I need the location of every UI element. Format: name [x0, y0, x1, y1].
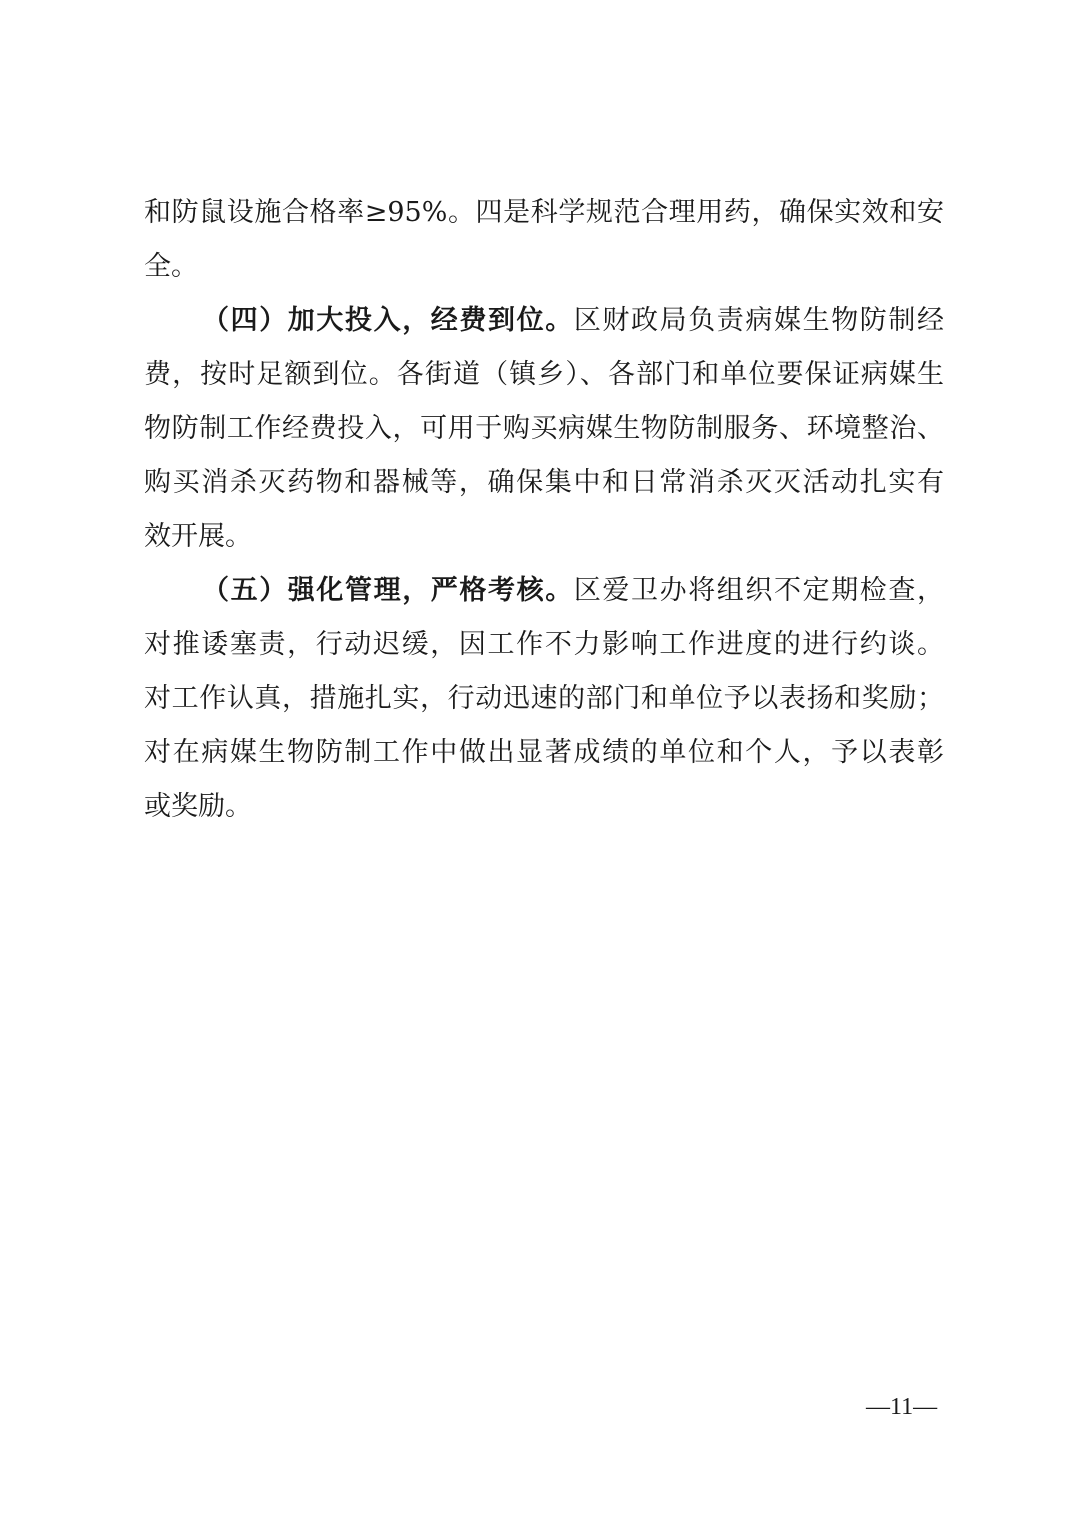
text-line	[144, 294, 944, 348]
text-line: 全。	[144, 251, 198, 282]
paragraph-management	[144, 564, 944, 834]
page-number: —11—	[866, 1394, 938, 1420]
text-line: 购买消杀灭药物和器械等，确保集中和日常消杀灭灭活动扎实有	[144, 467, 944, 498]
body-text	[144, 186, 944, 834]
text-line	[144, 564, 944, 618]
text-line: 和防鼠设施合格率≥95%。四是科学规范合理用药，确保实效和安	[144, 197, 944, 228]
text-line: 物防制工作经费投入，可用于购买病媒生物防制服务、环境整治、	[144, 413, 944, 444]
text-run: 区爱卫办将组织不定期检查，	[573, 575, 945, 606]
section-heading-four: （四）加大投入，经费到位。	[202, 305, 574, 336]
paragraph-continued	[144, 186, 944, 294]
text-line: 对推诿塞责，行动迟缓，因工作不力影响工作进度的进行约谈。	[144, 629, 944, 660]
section-heading-five: （五）强化管理，严格考核。	[202, 575, 574, 606]
text-line: 效开展。	[144, 521, 252, 552]
text-run: 区财政局负责病媒生物防制经	[573, 305, 945, 336]
text-line: 对工作认真，措施扎实，行动迅速的部门和单位予以表扬和奖励；	[144, 683, 944, 714]
text-line: 对在病媒生物防制工作中做出显著成绩的单位和个人，予以表彰	[144, 737, 944, 768]
paragraph-funding	[144, 294, 944, 564]
text-line: 或奖励。	[144, 791, 252, 822]
text-line: 费，按时足额到位。各街道（镇乡）、各部门和单位要保证病媒生	[144, 359, 944, 390]
